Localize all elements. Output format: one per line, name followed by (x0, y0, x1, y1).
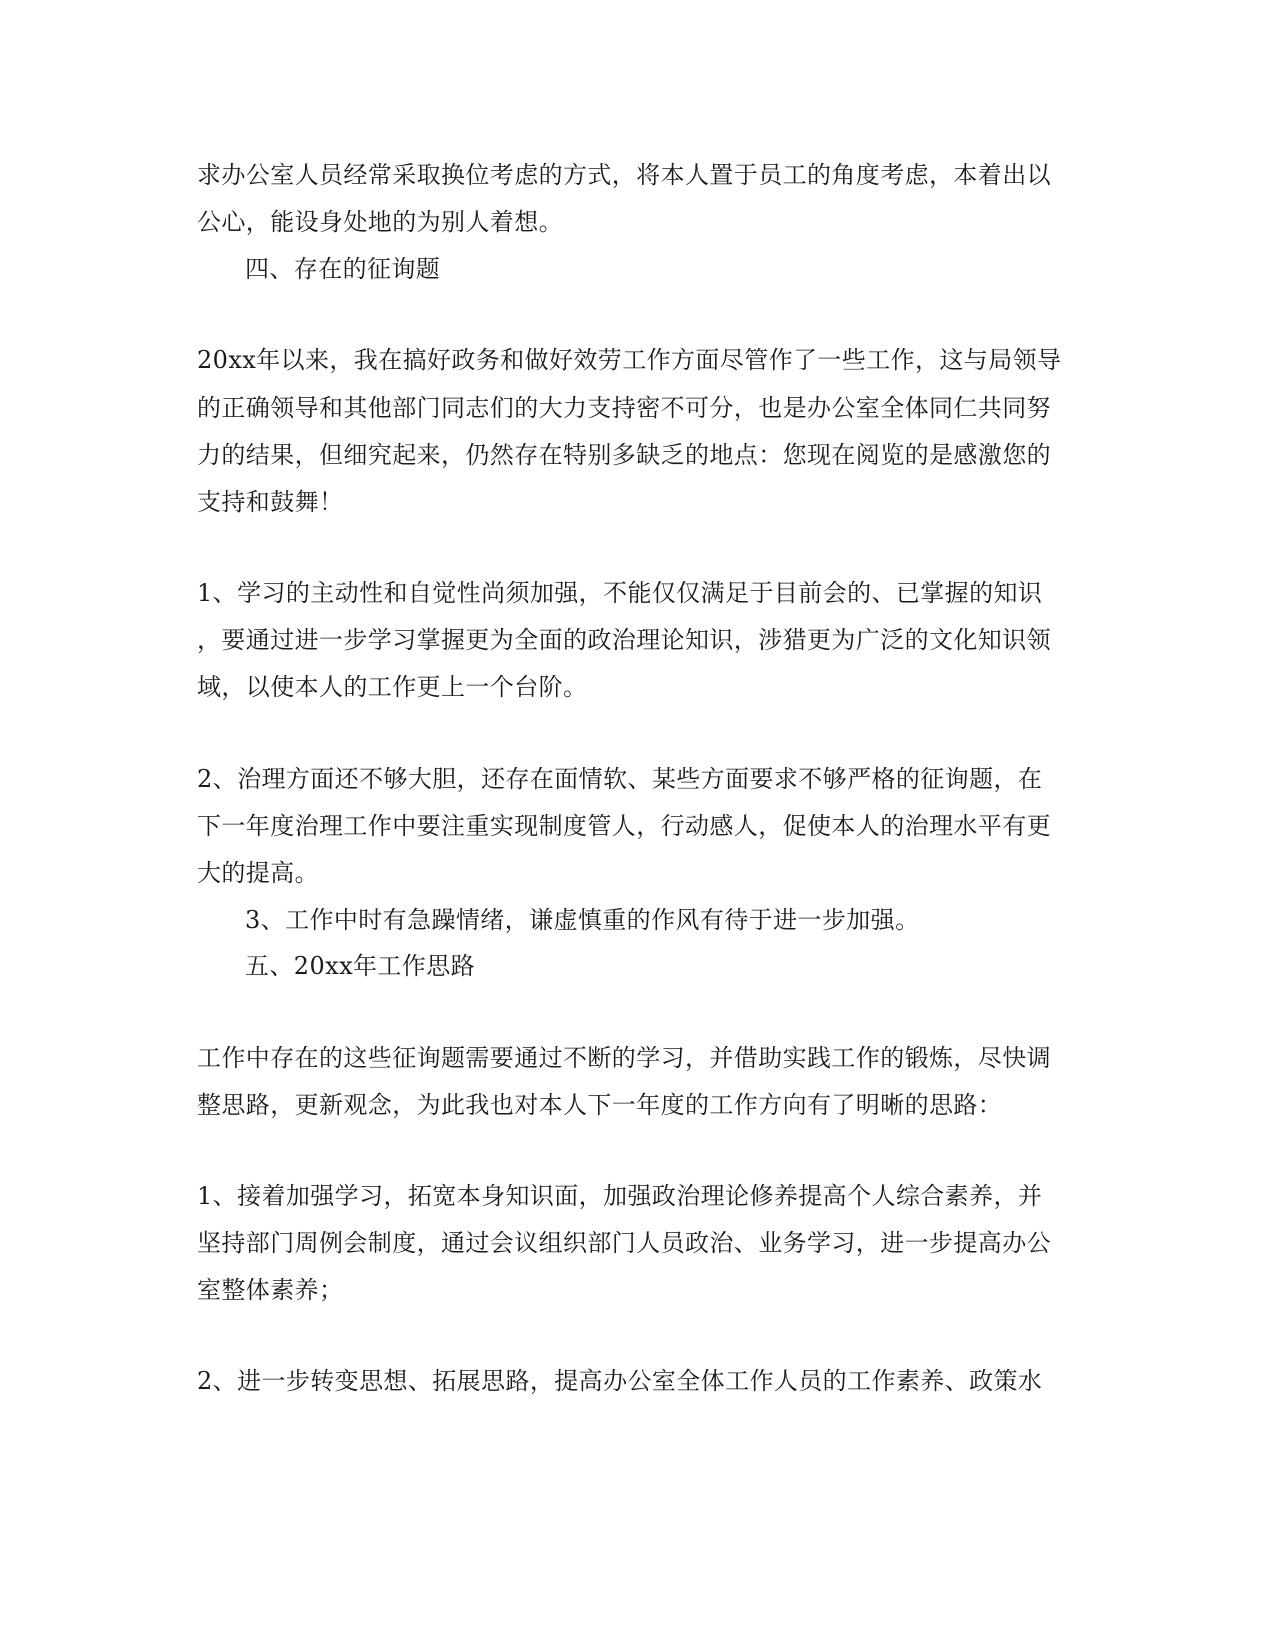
text-line: 公心，能设身处地的为别人着想。 (197, 208, 563, 236)
text-line: 工作中存在的这些征询题需要通过不断的学习，并借助实践工作的锻炼，尽快调 (197, 1044, 1051, 1072)
text-line: 整思路，更新观念，为此我也对本人下一年度的工作方向有了明晰的思路： (197, 1091, 1003, 1119)
text-line: 20xx年以来，我在搞好政务和做好效劳工作方面尽管作了一些工作，这与局领导 (197, 346, 1062, 374)
list-item-2: 2、进一步转变思想、拓展思路，提高办公室全体工作人员的工作素养、政策水 (197, 1367, 1043, 1395)
text-line: 的正确领导和其他部门同志们的大力支持密不可分，也是办公室全体同仁共同努 (197, 394, 1051, 422)
text-line: 大的提高。 (197, 859, 319, 887)
list-item-1: 1、学习的主动性和自觉性尚须加强，不能仅仅满足于目前会的、已掌握的知识 (197, 579, 1043, 607)
text-line: 力的结果，但细究起来，仍然存在特别多缺乏的地点：您现在阅览的是感激您的 (197, 441, 1051, 469)
text-line: ，要通过进一步学习掌握更为全面的政治理论知识，涉猎更为广泛的文化知识领 (197, 626, 1051, 654)
text-line: 室整体素养； (197, 1276, 344, 1304)
section-heading-5: 五、20xx年工作思路 (245, 952, 476, 980)
list-item-2: 2、治理方面还不够大胆，还存在面情软、某些方面要求不够严格的征询题，在 (197, 765, 1043, 793)
list-item-3: 3、工作中时有急躁情绪，谦虚慎重的作风有待于进一步加强。 (245, 906, 920, 934)
text-line: 求办公室人员经常采取换位考虑的方式，将本人置于员工的角度考虑，本着出以 (197, 161, 1051, 189)
section-heading-4: 四、存在的征询题 (245, 255, 441, 283)
text-line: 域，以使本人的工作更上一个台阶。 (197, 673, 588, 701)
list-item-1: 1、接着加强学习，拓宽本身知识面，加强政治理论修养提高个人综合素养，并 (197, 1182, 1043, 1210)
text-line: 支持和鼓舞！ (197, 488, 344, 516)
text-line: 坚持部门周例会制度，通过会议组织部门人员政治、业务学习，进一步提高办公 (197, 1229, 1051, 1257)
text-line: 下一年度治理工作中要注重实现制度管人，行动感人，促使本人的治理水平有更 (197, 812, 1051, 840)
